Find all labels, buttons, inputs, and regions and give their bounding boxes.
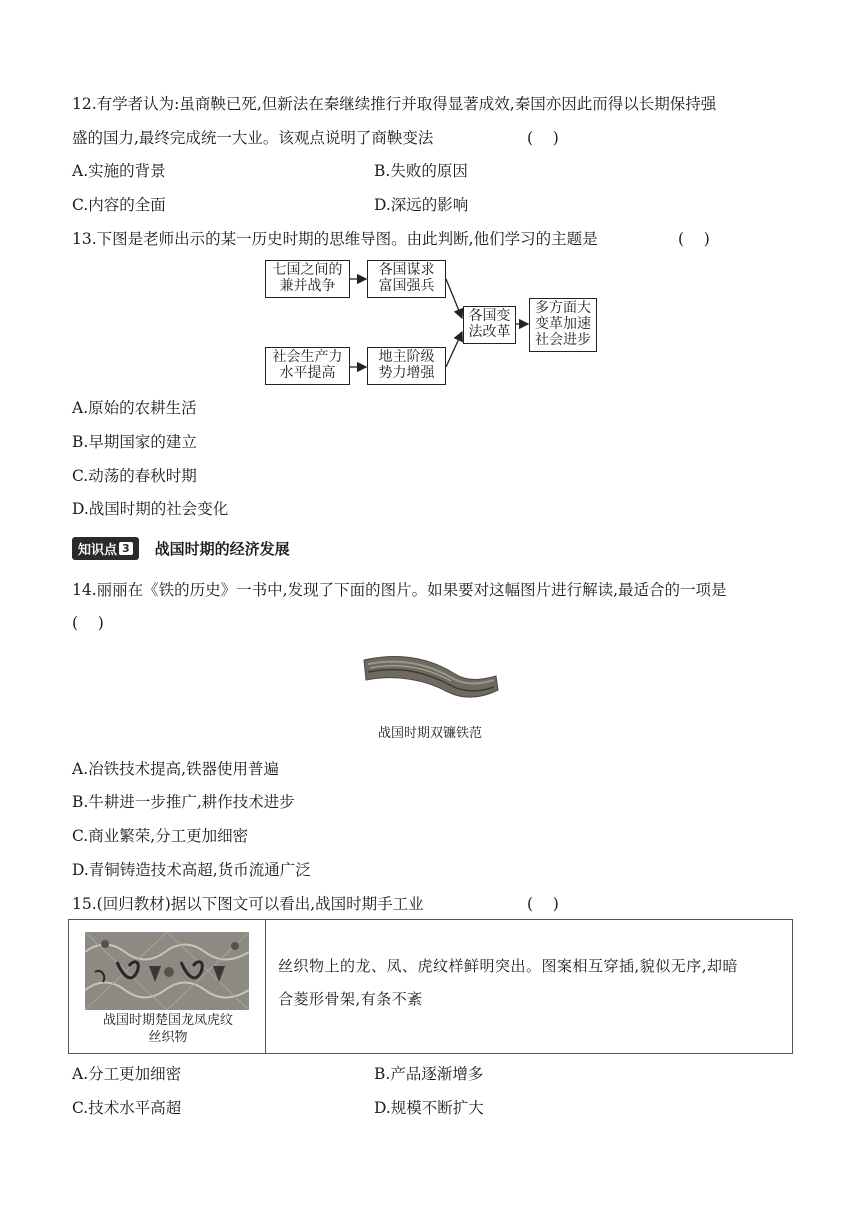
q13-stem: 13.下图是老师出示的某一历史时期的思维导图。由此判断,他们学习的主题是 bbox=[72, 230, 598, 248]
mind-map bbox=[262, 256, 602, 388]
q13-option-c: C.动荡的春秋时期 bbox=[72, 467, 197, 485]
q12-stem-line2: 盛的国力,最终完成统一大业。该观点说明了商鞅变法 bbox=[72, 129, 434, 147]
q13-option-b: B.早期国家的建立 bbox=[72, 433, 197, 451]
q12-option-a: A.实施的背景 bbox=[72, 162, 166, 180]
iron-mold-image bbox=[360, 650, 500, 708]
silk-fabric-caption: 战国时期楚国龙凤虎纹 丝织物 bbox=[102, 1013, 233, 1045]
mind-box-enrich-state: 各国谋求 富国强兵 bbox=[367, 260, 446, 298]
knowledge-point-badge: 知识点 3 bbox=[72, 537, 139, 560]
q14-stem: 14.丽丽在《铁的历史》一书中,发现了下面的图片。如果要对这幅图片进行解读,最适合的一项是 bbox=[72, 581, 727, 599]
knowledge-point-header bbox=[72, 537, 290, 560]
mind-box-annexation-wars: 七国之间的 兼并战争 bbox=[265, 260, 350, 298]
table-divider bbox=[265, 920, 266, 1053]
q15-option-b: B.产品逐渐增多 bbox=[374, 1065, 484, 1083]
q12-option-b: B.失败的原因 bbox=[374, 162, 468, 180]
q13-answer-bracket: ( ) bbox=[678, 230, 710, 248]
silk-fabric-image bbox=[85, 932, 249, 1010]
q12-stem-line1: 12.有学者认为:虽商鞅已死,但新法在秦继续推行并取得显著成效,秦国亦因此而得以长期保持强 bbox=[72, 95, 717, 113]
q15-option-a: A.分工更加细密 bbox=[72, 1065, 182, 1083]
silk-description: 丝织物上的龙、凤、虎纹样鲜明突出。图案相互穿插,貌似无序,却暗 合菱形骨架,有条不紊 bbox=[278, 957, 739, 1008]
q13-option-a: A.原始的农耕生活 bbox=[72, 399, 197, 417]
iron-mold-caption: 战国时期双镰铁范 bbox=[377, 726, 482, 741]
knowledge-point-number: 3 bbox=[119, 542, 133, 555]
q12-option-c: C.内容的全面 bbox=[72, 196, 166, 214]
q13-option-d: D.战国时期的社会变化 bbox=[72, 500, 229, 518]
q14-answer-bracket: ( ) bbox=[72, 614, 104, 632]
q12-option-d: D.深远的影响 bbox=[374, 196, 469, 214]
q14-option-b: B.牛耕进一步推广,耕作技术进步 bbox=[72, 793, 295, 811]
arrow-2-5 bbox=[446, 279, 462, 318]
q15-answer-bracket: ( ) bbox=[527, 895, 559, 913]
q14-option-d: D.青铜铸造技术高超,货币流通广泛 bbox=[72, 861, 311, 879]
q15-stem: 15.(回归教材)据以下图文可以看出,战国时期手工业 bbox=[72, 895, 424, 913]
mind-box-productivity: 社会生产力 水平提高 bbox=[265, 347, 350, 385]
q12-answer-bracket: ( ) bbox=[527, 129, 559, 147]
q15-material-table bbox=[68, 919, 793, 1054]
mind-box-landlord-class: 地主阶级 势力增强 bbox=[367, 347, 446, 385]
mind-box-social-progress: 多方面大 变革加速 社会进步 bbox=[529, 298, 597, 352]
q15-option-c: C.技术水平高超 bbox=[72, 1099, 182, 1117]
arrow-4-5 bbox=[446, 332, 462, 367]
section-title: 战国时期的经济发展 bbox=[154, 540, 290, 558]
q14-option-a: A.冶铁技术提高,铁器使用普遍 bbox=[72, 760, 280, 778]
q15-option-d: D.规模不断扩大 bbox=[374, 1099, 484, 1117]
mind-box-reforms: 各国变 法改革 bbox=[463, 306, 516, 344]
q14-option-c: C.商业繁荣,分工更加细密 bbox=[72, 827, 249, 845]
